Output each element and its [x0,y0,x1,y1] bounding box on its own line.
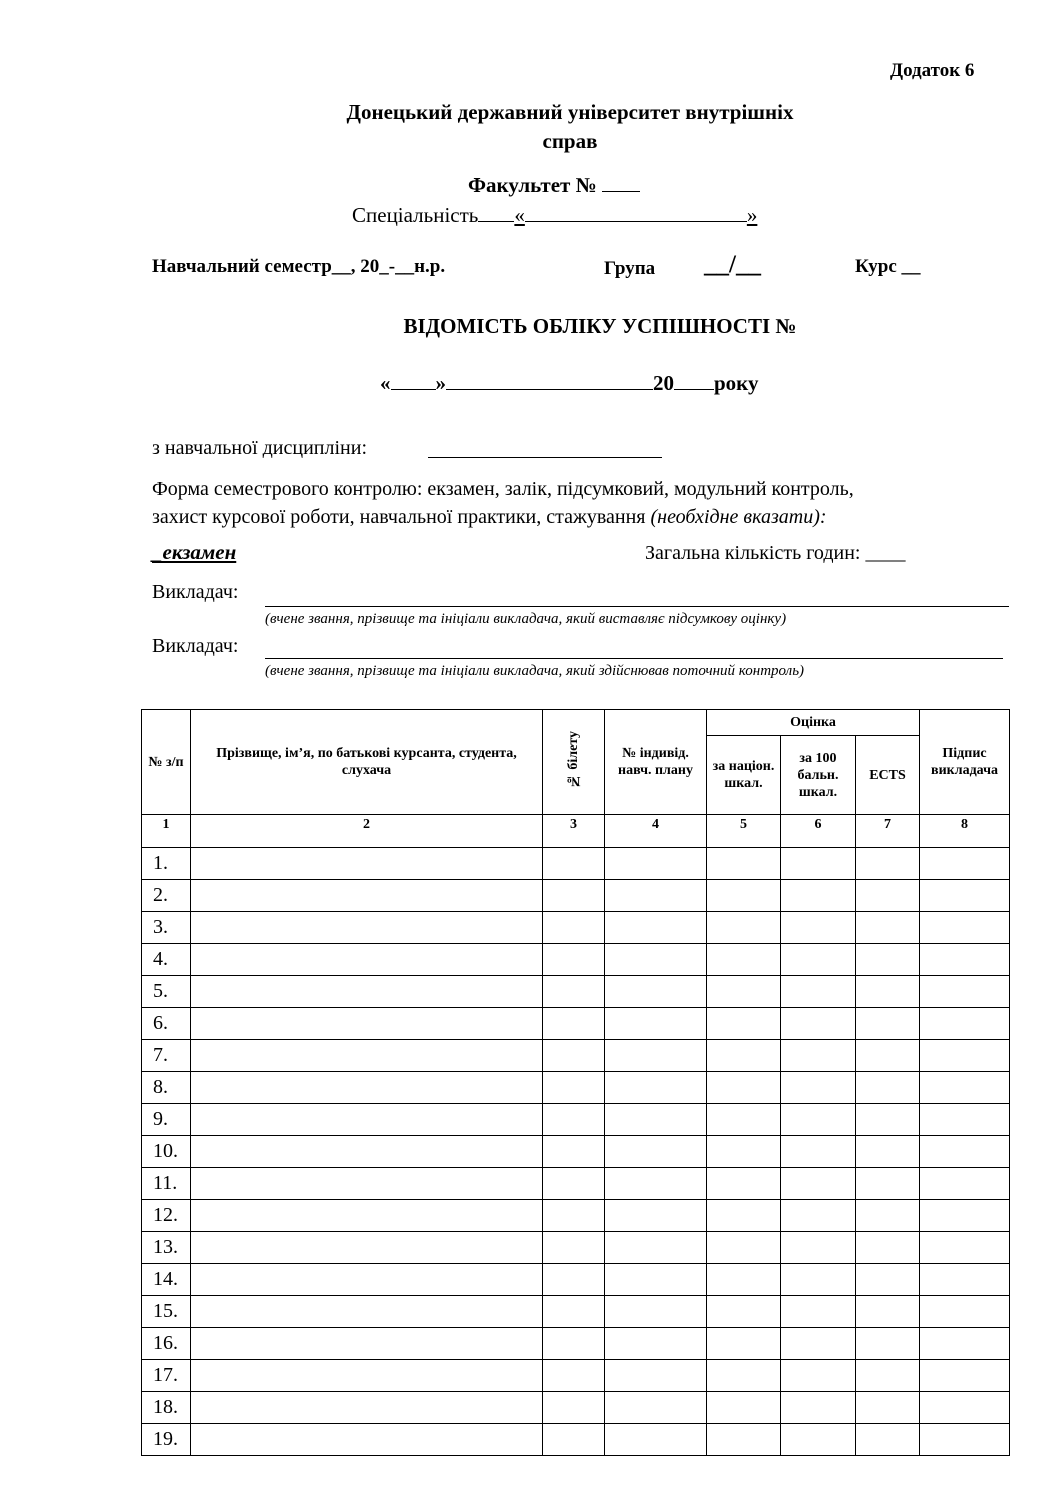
hundred-grade-cell[interactable] [781,1136,856,1168]
table-row [142,1040,1010,1072]
hundred-grade-cell[interactable] [781,1296,856,1328]
hundred-grade-cell[interactable] [781,912,856,944]
ticket-cell[interactable] [543,1328,605,1360]
header-ticket-text: № білету [566,730,581,789]
national-grade-cell[interactable] [707,1168,781,1200]
hundred-grade-cell[interactable] [781,1040,856,1072]
date-close-quote: » [435,371,446,395]
university-name-line2: справ [542,129,598,153]
ects-cell[interactable] [856,1264,920,1296]
name-cell[interactable] [191,1136,543,1168]
ects-cell[interactable] [856,1200,920,1232]
national-grade-cell[interactable] [707,912,781,944]
document-title: ВІДОМІСТЬ ОБЛІКУ УСПІШНОСТІ № [403,314,797,338]
plan-cell[interactable] [605,1392,707,1424]
plan-cell[interactable] [605,1424,707,1456]
row-number: 19. [142,1424,191,1456]
plan-cell[interactable] [605,1136,707,1168]
specialty-blank [525,205,747,222]
national-grade-cell[interactable] [707,1360,781,1392]
hundred-grade-cell[interactable] [781,880,856,912]
ticket-cell[interactable] [543,1200,605,1232]
course-label: Курс __ [855,256,921,277]
semester-label: Навчальний семестр__, 20_-__н.р. [152,256,446,277]
ects-cell[interactable] [856,1296,920,1328]
row-number: 6. [142,1008,191,1040]
row-number: 12. [142,1200,191,1232]
date-year-blank [674,373,714,390]
ticket-cell[interactable] [543,1072,605,1104]
hundred-grade-cell[interactable] [781,1200,856,1232]
plan-cell[interactable] [605,944,707,976]
national-grade-cell[interactable] [707,1136,781,1168]
ticket-cell[interactable] [543,1424,605,1456]
row-number: 18. [142,1392,191,1424]
column-number: 1 [142,815,191,848]
table-row [142,1328,1010,1360]
ticket-cell[interactable] [543,848,605,880]
hundred-grade-cell[interactable] [781,1072,856,1104]
teacher2-blank [265,658,1003,659]
name-cell[interactable] [191,1168,543,1200]
national-grade-cell[interactable] [707,1296,781,1328]
plan-cell[interactable] [605,1008,707,1040]
signature-cell[interactable] [920,1328,1010,1360]
name-cell[interactable] [191,976,543,1008]
signature-cell[interactable] [920,1392,1010,1424]
row-number: 2. [142,880,191,912]
ticket-cell[interactable] [543,880,605,912]
plan-cell[interactable] [605,1328,707,1360]
row-number: 11. [142,1168,191,1200]
hundred-grade-cell[interactable] [781,944,856,976]
specialty-open-quote: « [514,203,525,227]
header-hundred: за 100 бальн. шкал. [781,736,856,815]
national-grade-cell[interactable] [707,1072,781,1104]
column-number: 5 [707,815,781,848]
ticket-cell[interactable] [543,1392,605,1424]
name-cell[interactable] [191,880,543,912]
national-grade-cell[interactable] [707,944,781,976]
ects-cell[interactable] [856,1136,920,1168]
table-row [142,1264,1010,1296]
name-cell[interactable] [191,1232,543,1264]
row-number: 9. [142,1104,191,1136]
specialty-line [352,203,757,228]
national-grade-cell[interactable] [707,880,781,912]
total-hours-label: Загальна кількість годин: ____ [645,542,906,564]
ects-cell[interactable] [856,1008,920,1040]
plan-cell[interactable] [605,912,707,944]
hundred-grade-cell[interactable] [781,1392,856,1424]
table-row [142,1296,1010,1328]
table-body [142,848,1010,1456]
column-number: 3 [543,815,605,848]
header-ects: ECTS [856,736,920,815]
teacher1-blank [265,606,1009,607]
ects-cell[interactable] [856,1392,920,1424]
ticket-cell[interactable] [543,1232,605,1264]
signature-cell[interactable] [920,1008,1010,1040]
table-row [142,1424,1010,1456]
ects-cell[interactable] [856,880,920,912]
plan-cell[interactable] [605,1232,707,1264]
plan-cell[interactable] [605,1072,707,1104]
group-label: Група [604,258,656,279]
ticket-cell[interactable] [543,976,605,1008]
hundred-grade-cell[interactable] [781,1168,856,1200]
national-grade-cell[interactable] [707,1200,781,1232]
ects-cell[interactable] [856,1424,920,1456]
ects-cell[interactable] [856,1104,920,1136]
row-number: 8. [142,1072,191,1104]
discipline-blank [428,457,662,458]
table-row [142,944,1010,976]
faculty-label-text: Факультет № [468,173,597,197]
table-row [142,976,1010,1008]
row-number: 3. [142,912,191,944]
specialty-close-quote: » [746,203,758,227]
national-grade-cell[interactable] [707,1104,781,1136]
column-number: 6 [781,815,856,848]
ticket-cell[interactable] [543,1136,605,1168]
name-cell[interactable] [191,1264,543,1296]
date-line [380,371,758,396]
table-row [142,1360,1010,1392]
row-number: 16. [142,1328,191,1360]
date-year-prefix: 20 [653,371,674,395]
row-number: 4. [142,944,191,976]
header-name: Прізвище, ім’я, по батькові курсанта, студента, слухача [191,710,543,815]
hundred-grade-cell[interactable] [781,1104,856,1136]
hundred-grade-cell[interactable] [781,1424,856,1456]
ticket-cell[interactable] [543,1360,605,1392]
ects-cell[interactable] [856,1168,920,1200]
faculty-blank [602,175,640,192]
plan-cell[interactable] [605,1360,707,1392]
ticket-cell[interactable] [543,1104,605,1136]
table-row [142,880,1010,912]
hundred-grade-cell[interactable] [781,1328,856,1360]
signature-cell[interactable] [920,1232,1010,1264]
table-row [142,1200,1010,1232]
signature-cell[interactable] [920,880,1010,912]
signature-cell[interactable] [920,1360,1010,1392]
ticket-cell[interactable] [543,1264,605,1296]
ticket-cell[interactable] [543,912,605,944]
specialty-blank-pre [478,205,514,222]
row-number: 17. [142,1360,191,1392]
table-row [142,1008,1010,1040]
faculty-label [468,173,640,198]
ticket-cell[interactable] [543,1008,605,1040]
control-form-line1: Форма семестрового контролю: екзамен, залік, підсумковий, модульний контроль, [152,478,854,500]
signature-cell[interactable] [920,848,1010,880]
name-cell[interactable] [191,1200,543,1232]
name-cell[interactable] [191,848,543,880]
column-number: 7 [856,815,920,848]
row-number: 5. [142,976,191,1008]
row-number: 10. [142,1136,191,1168]
ects-cell[interactable] [856,1072,920,1104]
row-number: 7. [142,1040,191,1072]
national-grade-cell[interactable] [707,1392,781,1424]
table-row [142,848,1010,880]
name-cell[interactable] [191,1392,543,1424]
control-form-value: _екзамен [152,540,237,564]
plan-cell[interactable] [605,880,707,912]
signature-cell[interactable] [920,1424,1010,1456]
signature-cell[interactable] [920,1136,1010,1168]
name-cell[interactable] [191,1040,543,1072]
national-grade-cell[interactable] [707,848,781,880]
ticket-cell[interactable] [543,944,605,976]
group-value: __/__ [704,251,761,278]
name-cell[interactable] [191,1296,543,1328]
ects-cell[interactable] [856,1232,920,1264]
signature-cell[interactable] [920,1072,1010,1104]
national-grade-cell[interactable] [707,1264,781,1296]
header-ticket [543,710,605,815]
date-day-blank [391,373,436,390]
ects-cell[interactable] [856,944,920,976]
ects-cell[interactable] [856,848,920,880]
hundred-grade-cell[interactable] [781,1008,856,1040]
signature-cell[interactable] [920,1264,1010,1296]
date-year-suffix: року [714,371,759,395]
table-row [142,1072,1010,1104]
name-cell[interactable] [191,944,543,976]
ticket-cell[interactable] [543,1168,605,1200]
hundred-grade-cell[interactable] [781,848,856,880]
name-cell[interactable] [191,1360,543,1392]
national-grade-cell[interactable] [707,1328,781,1360]
signature-cell[interactable] [920,1104,1010,1136]
name-cell[interactable] [191,1424,543,1456]
control-form-note: (необхідне вказати): [650,506,827,528]
ticket-cell[interactable] [543,1296,605,1328]
name-cell[interactable] [191,1104,543,1136]
name-cell[interactable] [191,1008,543,1040]
signature-cell[interactable] [920,912,1010,944]
ects-cell[interactable] [856,1360,920,1392]
plan-cell[interactable] [605,1104,707,1136]
plan-cell[interactable] [605,1040,707,1072]
ects-cell[interactable] [856,1328,920,1360]
date-month-blank [446,373,653,390]
table-row [142,1232,1010,1264]
teacher2-label: Викладач: [152,635,239,657]
name-cell[interactable] [191,912,543,944]
hundred-grade-cell[interactable] [781,1360,856,1392]
hundred-grade-cell[interactable] [781,1232,856,1264]
signature-cell[interactable] [920,1200,1010,1232]
signature-cell[interactable] [920,1168,1010,1200]
signature-cell[interactable] [920,1040,1010,1072]
row-number: 1. [142,848,191,880]
signature-cell[interactable] [920,976,1010,1008]
discipline-label: з навчальної дисципліни: [152,437,367,459]
header-signature: Підпис викладача [920,710,1010,815]
grades-table [141,709,1010,1456]
ticket-cell[interactable] [543,1040,605,1072]
row-number: 14. [142,1264,191,1296]
appendix-label: Додаток 6 [890,60,975,81]
plan-cell[interactable] [605,1168,707,1200]
ects-cell[interactable] [856,1040,920,1072]
hundred-grade-cell[interactable] [781,976,856,1008]
national-grade-cell[interactable] [707,1008,781,1040]
national-grade-cell[interactable] [707,1040,781,1072]
header-grade-group: Оцінка [707,710,920,736]
university-name-line1: Донецький державний університет внутрішніх [346,100,794,124]
table-row [142,1104,1010,1136]
header-num: № з/п [142,710,191,815]
control-form-line2-text: захист курсової роботи, навчальної практики, стажування [152,506,646,528]
signature-cell[interactable] [920,1296,1010,1328]
plan-cell[interactable] [605,1200,707,1232]
national-grade-cell[interactable] [707,1232,781,1264]
header-plan: № індивід. навч. плану [605,710,707,815]
teacher1-label: Викладач: [152,581,239,603]
column-number: 8 [920,815,1010,848]
plan-cell[interactable] [605,1296,707,1328]
column-number: 2 [191,815,543,848]
teacher1-caption: (вчене звання, прізвище та ініціали викладача, який виставляє підсумкову оцінку) [265,611,787,627]
table-row [142,1392,1010,1424]
plan-cell[interactable] [605,976,707,1008]
national-grade-cell[interactable] [707,1424,781,1456]
date-open-quote: « [380,371,391,395]
ects-cell[interactable] [856,976,920,1008]
header-national: за націон. шкал. [707,736,781,815]
control-form-line2 [152,506,827,529]
teacher2-caption: (вчене звання, прізвище та ініціали викладача, який здійснював поточний контроль) [265,663,805,679]
hundred-grade-cell[interactable] [781,1264,856,1296]
row-number: 13. [142,1232,191,1264]
specialty-label: Спеціальність [352,203,479,227]
column-number: 4 [605,815,707,848]
national-grade-cell[interactable] [707,976,781,1008]
name-cell[interactable] [191,1328,543,1360]
ects-cell[interactable] [856,912,920,944]
table-row [142,912,1010,944]
table-row [142,1168,1010,1200]
plan-cell[interactable] [605,848,707,880]
signature-cell[interactable] [920,944,1010,976]
table-row [142,1136,1010,1168]
row-number: 15. [142,1296,191,1328]
name-cell[interactable] [191,1072,543,1104]
plan-cell[interactable] [605,1264,707,1296]
